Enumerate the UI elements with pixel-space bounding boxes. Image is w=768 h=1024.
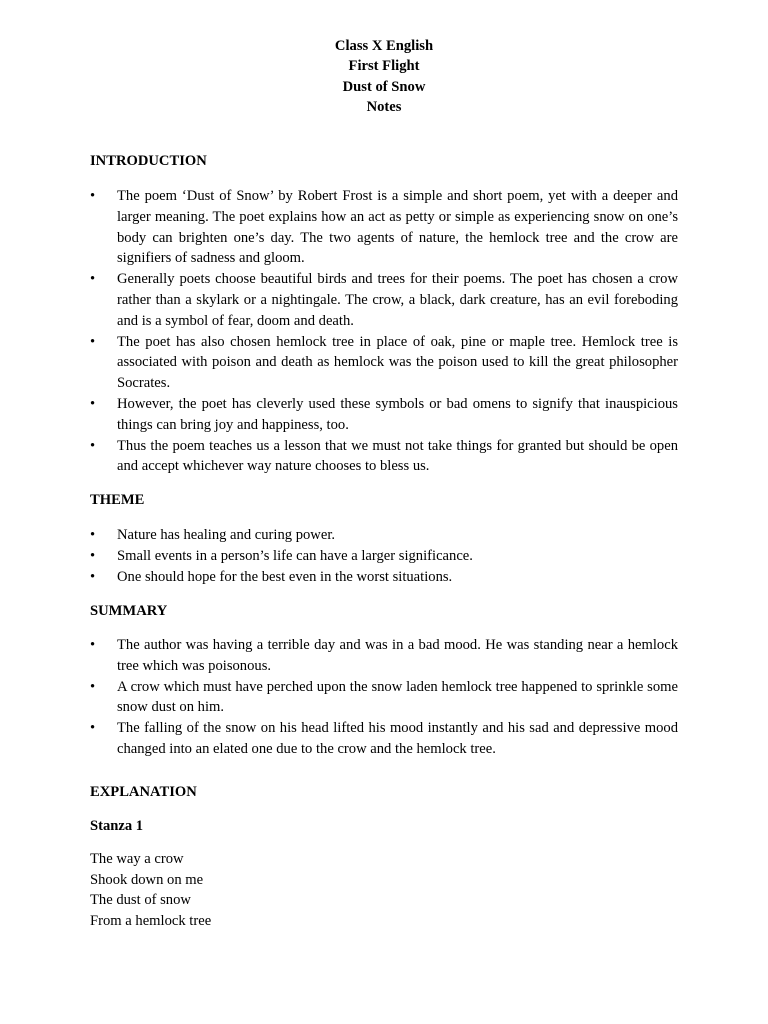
list-item-text: Nature has healing and curing power.	[117, 527, 336, 543]
list-item	[90, 677, 678, 719]
bullet-icon: •	[90, 527, 96, 543]
bullet-icon: •	[90, 678, 96, 695]
title-poem: Dust of Snow	[342, 78, 426, 95]
list-item	[90, 394, 678, 436]
list-item-text: Small events in a person’s life can have a larger significance.	[117, 547, 473, 564]
bullet-icon: •	[90, 271, 96, 288]
list-item-text: However, the poet has cleverly used these symbols or bad omens to signify that inauspicious things can bring joy and happiness, too.	[117, 395, 678, 433]
list-item-text: The poet has also chosen hemlock tree in place of oak, pine or maple tree. Hemlock tree is associated with poison and death as hemlock was the poison used to kill the great philosopher Socrates.	[117, 333, 678, 392]
poem-line: The way a crow	[90, 851, 184, 867]
introduction-list	[90, 186, 678, 477]
bullet-icon: •	[90, 568, 96, 585]
list-item-text: Thus the poem teaches us a lesson that we must not take things for granted but should be open and accept whichever way nature chooses to bless us.	[117, 437, 678, 475]
list-item-text: One should hope for the best even in the worst situations.	[117, 568, 453, 585]
title-class: Class X English	[334, 38, 434, 54]
bullet-icon: •	[90, 637, 96, 653]
title-book: First Flight	[348, 58, 420, 75]
list-item	[90, 436, 678, 478]
list-item-text: The poem ‘Dust of Snow’ by Robert Frost is a simple and short poem, yet with a deeper and larger meaning. The poet explains how an act as petty or simple as experiencing snow on one’s body can brighten one’s day. The two agents of nature, the hemlock tree and the crow are signifiers of sadness and gloom.	[117, 188, 678, 267]
document-title-block	[0, 36, 768, 118]
list-item	[90, 567, 678, 588]
bullet-icon: •	[90, 188, 96, 204]
list-item	[90, 546, 678, 567]
bullet-icon: •	[90, 395, 96, 412]
theme-list	[90, 525, 678, 587]
poem-line: The dust of snow	[90, 892, 191, 908]
poem-line: From a hemlock tree	[90, 912, 212, 929]
explanation-heading: EXPLANATION	[90, 784, 197, 800]
bullet-icon: •	[90, 720, 96, 737]
introduction-heading: INTRODUCTION	[90, 153, 207, 169]
title-notes: Notes	[366, 99, 402, 116]
summary-heading: SUMMARY	[90, 603, 168, 619]
summary-list	[90, 635, 678, 760]
list-item-text: A crow which must have perched upon the snow laden hemlock tree happened to sprinkle some snow dust on him.	[117, 678, 678, 716]
bullet-icon: •	[90, 437, 96, 454]
list-item-text: Generally poets choose beautiful birds and trees for their poems. The poet has chosen a crow rather than a skylark or a nightingale. The crow, a black, dark creature, has an evil foreboding and is a symbol of fear, doom and death.	[117, 271, 678, 329]
bullet-icon: •	[90, 333, 96, 350]
stanza-text	[90, 849, 211, 931]
list-item-text: The author was having a terrible day and was in a bad mood. He was standing near a hemlock tree which was poisonous.	[117, 637, 678, 674]
list-item	[90, 332, 678, 394]
poem-line: Shook down on me	[90, 871, 204, 888]
list-item	[90, 635, 678, 677]
theme-heading: THEME	[90, 492, 145, 508]
list-item-text: The falling of the snow on his head lifted his mood instantly and his sad and depressive mood changed into an elated one due to the crow and the hemlock tree.	[117, 720, 678, 757]
list-item	[90, 525, 678, 546]
bullet-icon: •	[90, 547, 96, 564]
list-item	[90, 186, 678, 269]
stanza-heading: Stanza 1	[90, 818, 144, 834]
list-item	[90, 269, 678, 331]
list-item	[90, 718, 678, 760]
